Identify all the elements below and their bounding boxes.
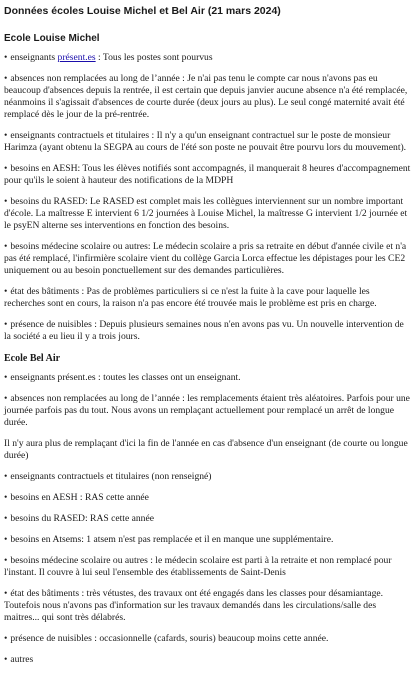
bullet: • bbox=[4, 633, 8, 644]
paragraph-text: besoins en AESH : RAS cette année bbox=[10, 492, 149, 503]
paragraph-aesh bbox=[4, 163, 411, 187]
paragraph-enseignants-presents bbox=[4, 52, 411, 64]
document-title: Données écoles Louise Michel et Bel Air (21 mars 2024) bbox=[4, 5, 281, 17]
bullet: • bbox=[4, 163, 8, 174]
bullet: • bbox=[4, 196, 8, 207]
paragraph-text: absences non remplacées au long de l’année : Je n'ai pas tenu le compte car nous n'avons pas eu beaucoup d'absences depuis la rentrée, il est certain que depuis janvier aucune absence n'a été remplacée, néanmoins il s'agissait d'absences de courte durée (deux jours au plus). Le seul congé maternité avait été remplacé dès le jour de la pré-rentrée. bbox=[4, 73, 408, 120]
bullet: • bbox=[4, 588, 8, 599]
paragraph-medecine bbox=[4, 241, 411, 277]
paragraph-remplacant-note bbox=[4, 438, 411, 462]
bullet: • bbox=[4, 471, 8, 482]
paragraph-rased bbox=[4, 196, 411, 232]
bullet: • bbox=[4, 492, 8, 503]
paragraph-nuisibles bbox=[4, 633, 411, 645]
section-heading: Ecole Louise Michel bbox=[4, 33, 100, 44]
paragraph-text: autres bbox=[10, 654, 34, 665]
paragraph-suffix: : Tous les postes sont pourvus bbox=[95, 52, 213, 63]
paragraph-text: besoins médecine scolaire ou autres: Le médecin scolaire a pris sa retraite en début d'année civile et n'a pas été remplacé, l'infirmière scolaire vient du collège Garcia Lorca effectue les dépistages pour les CE2 uniquement ou au besoin ponctuellement sur des demandes particulières. bbox=[4, 241, 407, 276]
section-heading: Ecole Bel Air bbox=[4, 353, 61, 364]
paragraph-nuisibles bbox=[4, 319, 411, 343]
section-bel-air bbox=[4, 352, 411, 666]
bullet: • bbox=[4, 393, 8, 404]
bullet: • bbox=[4, 52, 8, 63]
paragraph-absences bbox=[4, 73, 411, 121]
paragraph-text: besoins du RASED: Le RASED est complet mais les collègues interviennent sur un nombre important d'école. La maîtresse E intervient 6 1/2 journées à Louise Michel, la maîtresse G intervient 1/2 journée et le psyEN alterne ses interventions en fonction des besoins. bbox=[4, 196, 408, 231]
paragraph-absences bbox=[4, 393, 411, 429]
paragraph-text: état des bâtiments : très vétustes, des travaux ont été engagés dans les classes pour désamiantage. Toutefois nous n'avons pas d'information sur les travaux demandés dans les circulations/salle des maitres... qui sont très délabrés. bbox=[4, 588, 384, 623]
paragraph-batiments bbox=[4, 286, 411, 310]
bullet: • bbox=[4, 286, 8, 297]
paragraph-prefix: enseignants bbox=[10, 52, 58, 63]
presentes-link[interactable]: présent.es bbox=[57, 52, 96, 63]
paragraph-text: besoins médecine scolaire ou autres : le médecin scolaire est parti à la retraite et non remplacé pour l'instant. Il couvre à lui seul l'ensemble des établissements de Saint-Denis bbox=[4, 555, 392, 578]
bullet: • bbox=[4, 319, 8, 330]
bullet: • bbox=[4, 73, 8, 84]
paragraph-text: présence de nuisibles : Depuis plusieurs semaines nous n'en avons pas vu. Un nouvelle intervention de la société a eu lieu il y a trois jours. bbox=[4, 319, 404, 342]
bullet: • bbox=[4, 241, 8, 252]
bullet: • bbox=[4, 513, 8, 524]
paragraph-aesh bbox=[4, 492, 411, 504]
paragraph-batiments bbox=[4, 588, 411, 624]
paragraph-rased bbox=[4, 513, 411, 525]
paragraph-text: besoins en Atsems: 1 atsem n'est pas remplacée et il en manque une supplémentaire. bbox=[10, 534, 334, 545]
bullet: • bbox=[4, 372, 8, 383]
paragraph-enseignants-presents bbox=[4, 372, 411, 384]
paragraph-text: enseignants contractuels et titulaires (non renseigné) bbox=[10, 471, 212, 482]
paragraph-text: Il n'y aura plus de remplaçant d'ici la fin de l'année en cas d'absence d'un enseignant (de courte ou longue durée) bbox=[4, 438, 408, 461]
paragraph-contractuels bbox=[4, 130, 411, 154]
paragraph-text: état des bâtiments : Pas de problèmes particuliers si ce n'est la fuite à la cave pour laquelle les recherches sont en cours, la raison n'a pas encore été trouvée mais le problème est pris en charge. bbox=[4, 286, 377, 309]
paragraph-autres bbox=[4, 654, 411, 666]
paragraph-text: absences non remplacées au long de l’année : les remplacements étaient très aléatoires. Parfois pour une journée parfois pas du tout. Nous avons un remplaçant actuellement pour remplacé un arrêt de longue durée. bbox=[4, 393, 410, 428]
bullet: • bbox=[4, 130, 8, 141]
paragraph-medecine bbox=[4, 555, 411, 579]
paragraph-atsems bbox=[4, 534, 411, 546]
section-louise-michel bbox=[4, 32, 411, 343]
paragraph-text: enseignants présent.es : toutes les classes ont un enseignant. bbox=[10, 372, 241, 383]
paragraph-text: enseignants contractuels et titulaires : Il n'y a qu'un enseignant contractuel sur le poste de monsieur Harimza (ayant obtenu la SEGPA au cours de l'été son poste ne pouvait être pourvu lors du mouvement). bbox=[4, 130, 407, 153]
paragraph-text: présence de nuisibles : occasionnelle (cafards, souris) beaucoup moins cette année. bbox=[10, 633, 329, 644]
paragraph-contractuels bbox=[4, 471, 411, 483]
paragraph-text: besoins en AESH: Tous les élèves notifiés sont accompagnés, il manquerait 8 heures d'accompagnement pour qu'ils le soient à hauteur des notifications de la MDPH bbox=[4, 163, 411, 186]
paragraph-text: besoins du RASED: RAS cette année bbox=[10, 513, 154, 524]
bullet: • bbox=[4, 654, 8, 665]
bullet: • bbox=[4, 555, 8, 566]
bullet: • bbox=[4, 534, 8, 545]
